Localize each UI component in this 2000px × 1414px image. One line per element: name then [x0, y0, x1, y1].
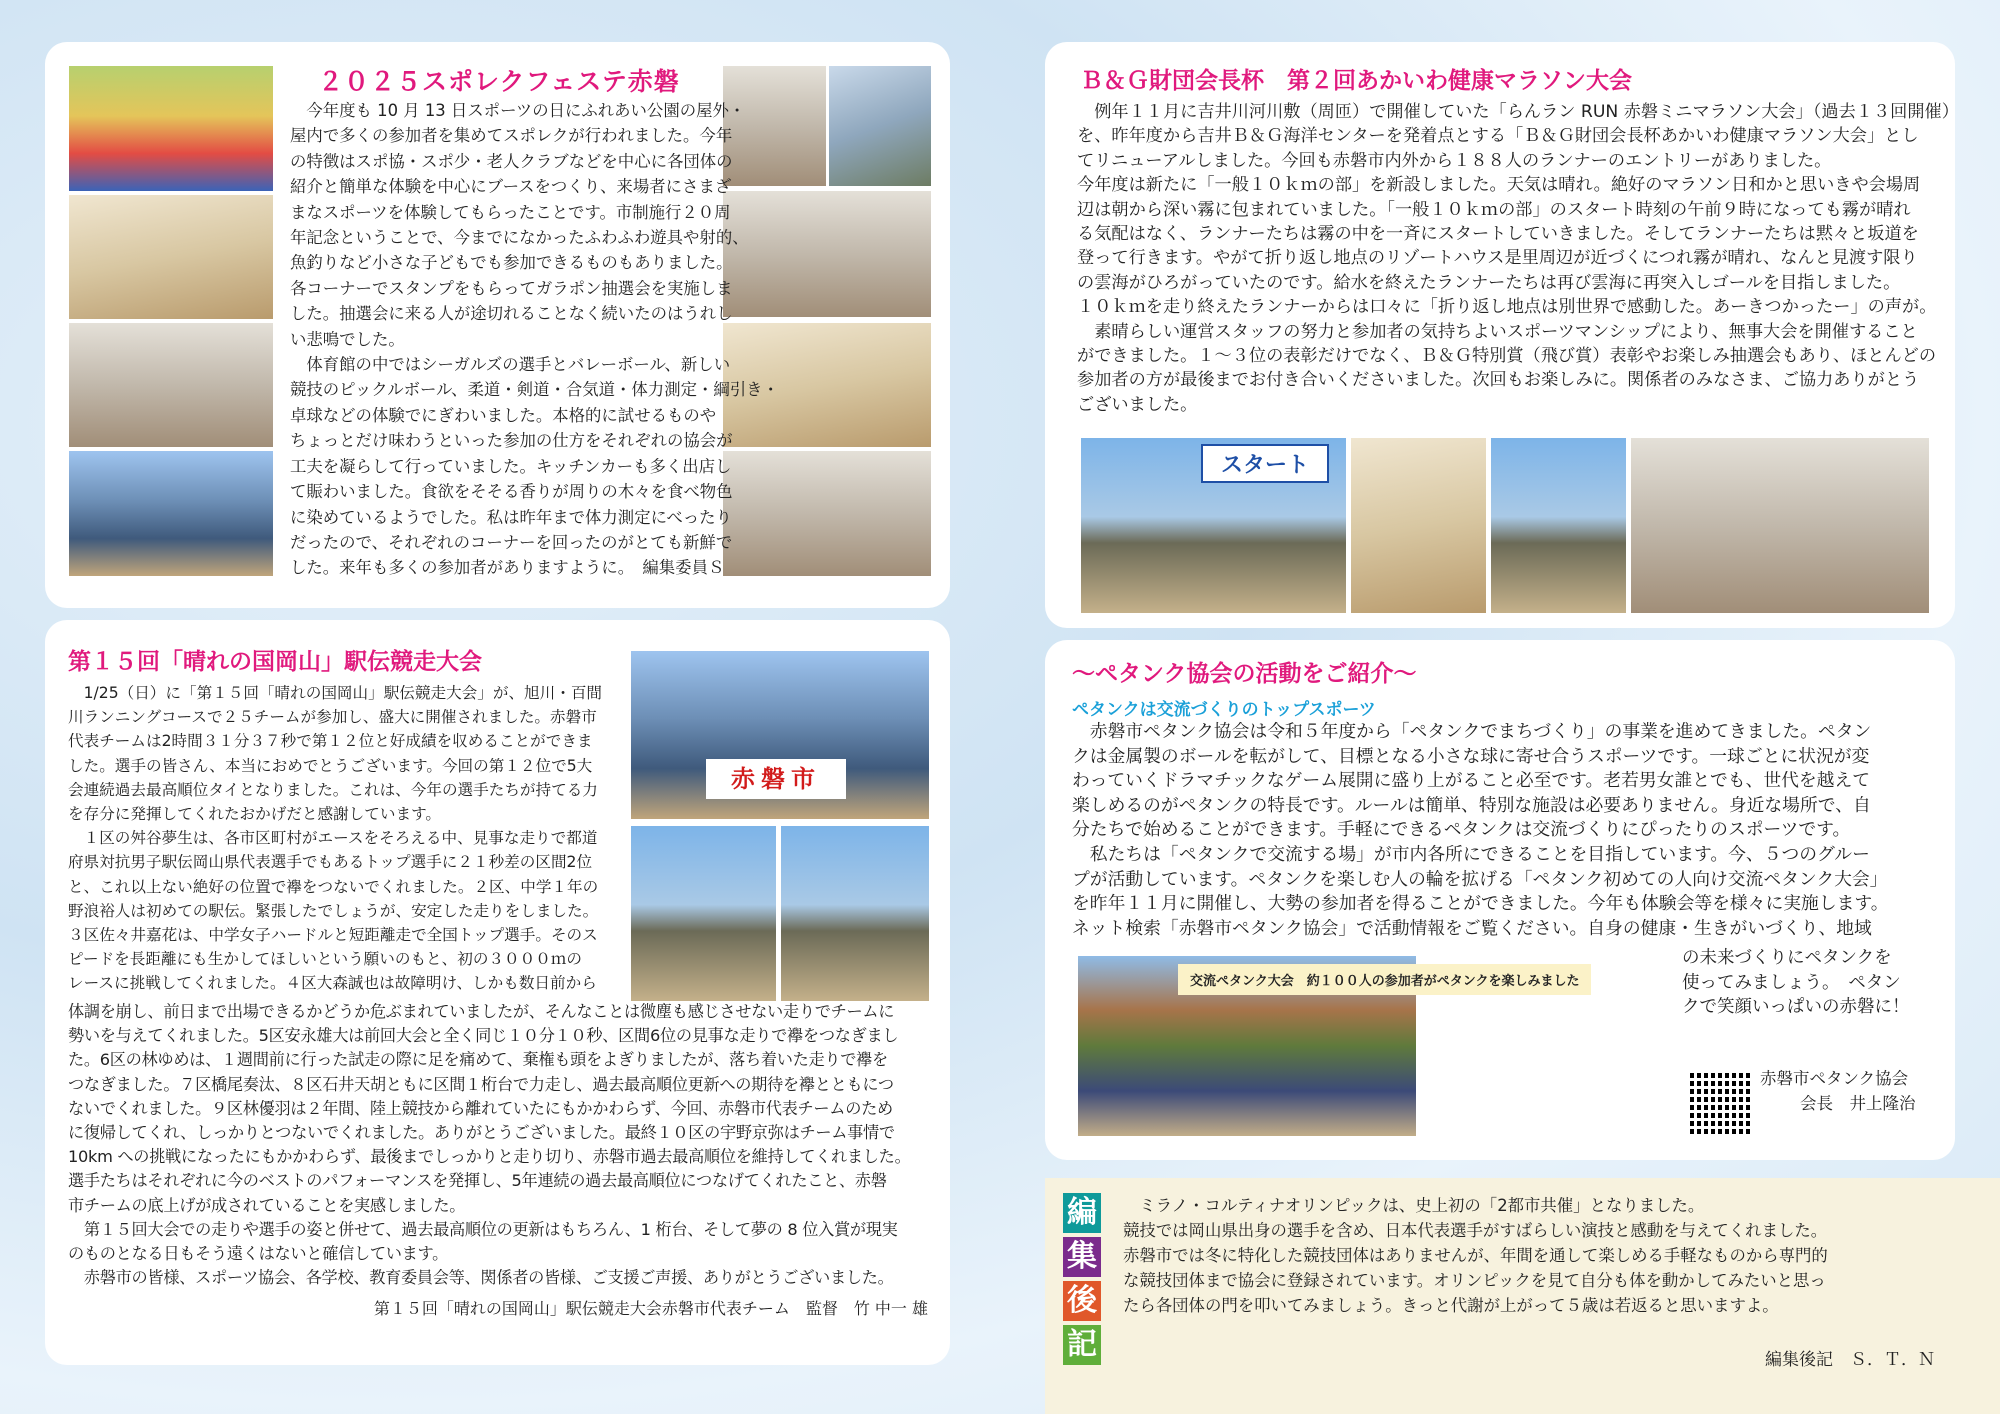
text-line: た。6区の林ゆめは、１週間前に行った試走の際に足を痛めて、棄権も頭をよぎりましたが、落ち着いた走りで襷を [68, 1050, 888, 1070]
text-line: 第１５回大会での走りや選手の姿と併せて、過去最高順位の更新はもちろん、1 桁台、そして夢の 8 位入賞が現実 [68, 1219, 898, 1239]
text-line: 辺は朝から深い霧に包まれていました。「一般１０ｋｍの部」のスタート時刻の午前９時になっても霧が晴れ [1077, 199, 1911, 220]
photo-caption: 交流ペタンク大会 約１００人の参加者がペタンクを楽しみました [1178, 964, 1591, 995]
text-line: ができました。１～３位の表彰だけでなく、Ｂ＆Ｇ特別賞（飛び賞）表彰やお楽しみ抽選会もあり、ほとんどの [1077, 346, 1937, 367]
photo-water-station [1350, 437, 1487, 614]
text-line: 参加者の方が最後までお付き合いくださいました。次回もお楽しみに。関係者のみなさま、ご協力ありがとう [1077, 370, 1920, 391]
text-line: 競技では岡山県出身の選手を含め、日本代表選手がすばらしい演技と感動を与えてくれました。 [1123, 1221, 1828, 1240]
text-line: 卓球などの体験でにぎわいました。本格的に試せるものや [290, 405, 717, 425]
start-banner: スタート [1201, 444, 1329, 483]
text-line: 野浪裕人は初めての駅伝。緊張したでしょうが、安定した走りをしました。 [68, 901, 599, 920]
text-line: のものとなる日もそう遠くはないと確信しています。 [68, 1244, 449, 1264]
text-line: ミラノ・コルティナオリンピックは、史上初の「2都市共催」となりました。 [1123, 1196, 1705, 1215]
ekiden-body-narrow [68, 681, 602, 996]
text-line: ちょっとだけ味わうといった参加の仕方をそれぞれの協会が [290, 431, 733, 451]
text-line: 紹介と簡単な体験を中心にブースをつくり、来場者にさまざ [290, 177, 732, 197]
text-line: １０ｋｍを走り終えたランナーからは口々に「折り返し地点は別世界で感動した。あーきつかったー」の声が。 [1077, 297, 1937, 318]
petanque-side-text [1682, 946, 1910, 1020]
text-line: 各コーナーでスタンプをもらってガラポン抽選会を実施しま [290, 278, 733, 298]
text-line: ネット検索「赤磐市ペタンク協会」で活動情報をご覧ください。自身の健康・生きがいづくり、地域 [1072, 917, 1872, 939]
photo-runner-finish [1630, 437, 1930, 614]
text-line: 代表チームは2時間３１分３７秒で第１２位と好成績を収めることができま [68, 732, 593, 751]
petanque-president: 会長 井上隆治 [1800, 1094, 1916, 1113]
text-line: 1/25（日）に「第１５回「晴れの国岡山」駅伝競走大会」が、旭川・百間 [68, 684, 603, 702]
text-line: 登って行きます。やがて折り返し地点のリゾートハウス是里周辺が近づくにつれ霧が晴れ、なんと見渡す限り [1077, 248, 1918, 269]
text-line: 私たちは「ペタンクで交流する場」が市内各所にできることを目指しています。今、５つのグルー [1072, 843, 1870, 865]
text-line: 府県対抗男子駅伝岡山県代表選手でもあるトップ選手に２１秒差の区間2位 [68, 853, 593, 872]
petanque-subtitle: ペタンクは交流づくりのトップスポーツ [1072, 700, 1376, 720]
photo-fishing-game [68, 322, 274, 448]
text-line: 10km への挑戦になったにもかかわらず、最後までしっかりと走り切り、赤磐市過去最高順位を維持してくれました。 [68, 1147, 911, 1167]
text-line: 会連続過去最高順位タイとなりました。これは、今年の選手たちが持てる力 [68, 780, 598, 799]
text-line: した。選手の皆さん、本当におめでとうございます。今回の第１２位で5大 [68, 756, 593, 775]
akaiwa-banner: 赤磐市 [706, 759, 846, 799]
text-line: した。来年も多くの参加者がありますように。 編集委員Ｓ [290, 558, 725, 578]
petanque-title: ～ペタンク協会の活動をご紹介～ [1072, 661, 1417, 687]
text-line: と、これ以上ない絶好の位置で襷をつないでくれました。２区、中学１年の [68, 877, 599, 896]
ekiden-signature: 第１５回「晴れの国岡山」駅伝競走大会赤磐市代表チーム 監督 竹 中一 雄 [373, 1299, 928, 1318]
text-line: 屋内で多くの参加者を集めてスポレクが行われました。今年 [290, 126, 733, 146]
sporec-body [290, 98, 779, 581]
text-line: 選手たちはそれぞれに今のベストのパフォーマンスを発揮し、5年連続の過去最高順位につなげてくれたこと、赤磐 [68, 1171, 887, 1191]
text-line: 工夫を凝らして行っていました。キッチンカーも多く出店し [290, 456, 732, 476]
text-line: て賑わいました。食欲をそそる香りが周りの木々を食べ物色 [290, 482, 733, 502]
text-line: を存分に発揮してくれたおかげだと感謝しています。 [68, 805, 442, 824]
text-line: つなぎました。７区橋尾奏汰、８区石井天胡ともに区間１桁台で力走し、過去最高順位更新への期待を襷とともにつ [68, 1074, 894, 1094]
text-line: わっていくドラマチックなゲーム展開に盛り上がること必至です。老若男女誰とでも、世代を越えて [1072, 770, 1871, 792]
text-line: の未来づくりにペタンクを [1682, 948, 1892, 968]
editorial-signature: 編集後記 Ｓ．Ｔ．Ｎ [1765, 1350, 1935, 1370]
text-line: 例年１１月に吉井川河川敷（周匝）で開催していた「らんラン RUN 赤磐ミニマラソン大会」（過去１３回開催） [1077, 102, 1959, 122]
text-line: 体調を崩し、前日まで出場できるかどうか危ぶまれていましたが、そんなことは微塵も感じさせない走りでチームに [68, 1002, 895, 1021]
photo-aikido [828, 65, 932, 187]
photo-runners-road [1490, 437, 1627, 614]
editorial-label-char: 後 [1063, 1281, 1101, 1321]
text-line: 分たちで始めることができます。手軽にできるペタンクは交流づくりにぴったりのスポーツです。 [1072, 819, 1851, 841]
photo-gymnasium [68, 450, 274, 577]
text-line: プが活動しています。ペタンクを楽しむ人の輪を拡げる「ペタンク初めての人向け交流ペタンク大会」 [1072, 868, 1888, 890]
ekiden-title: 第１５回「晴れの国岡山」駅伝競走大会 [68, 649, 482, 675]
text-line: ないでくれました。９区林優羽は２年間、陸上競技から離れていたにもかかわらず、今回、赤磐市代表チームのため [68, 1098, 893, 1118]
sporec-title: ２０２５スポレクフェステ赤磐 [318, 67, 680, 96]
text-line: てリニューアルしました。今回も赤磐市内外から１８８人のランナーのエントリーがありました。 [1077, 150, 1832, 171]
text-line: 赤磐市ペタンク協会は令和５年度から「ペタンクでまちづくり」の事業を進めてきました。ペタン [1072, 721, 1872, 742]
marathon-title: Ｂ＆Ｇ財団会長杯 第２回あかいわ健康マラソン大会 [1080, 68, 1632, 94]
text-line: 体育館の中ではシーガルズの選手とバレーボール、新しい [290, 355, 731, 375]
text-line: 赤磐市では冬に特化した競技団体はありませんが、年間を通して楽しめる手軽なものから専門的 [1123, 1246, 1828, 1265]
text-line: 川ランニングコースで２５チームが参加し、盛大に開催されました。赤磐市 [68, 708, 597, 727]
text-line: 魚釣りなど小さな子どもでも参加できるものもありました。 [290, 253, 733, 273]
text-line: 楽しめるのがペタンクの特長です。ルールは簡単、特別な施設は必要ありません。身近な場所で、自 [1072, 794, 1871, 816]
ekiden-body-wide [68, 1000, 910, 1290]
text-line: 赤磐市の皆様、スポーツ協会、各学校、教育委員会等、関係者の皆様、ご支援ご声援、ありがとうございました。 [68, 1268, 894, 1288]
text-line: を昨年１１月に開催し、大勢の参加者を得ることができました。今年も体験会等を様々に実施します。 [1072, 893, 1889, 915]
text-line: 年記念ということで、今までになかったふわふわ遊具や射的、 [290, 228, 749, 248]
text-line: 市チームの底上げが成されていることを実感しました。 [68, 1195, 466, 1215]
text-line: クで笑顔いっぱいの赤磐に！ [1682, 997, 1910, 1018]
petanque-org: 赤磐市ペタンク協会 [1760, 1069, 1909, 1088]
text-line: ございました。 [1077, 394, 1198, 415]
photo-ekiden-team [630, 650, 930, 820]
text-line: の特徴はスポ協・スポ少・老人クラブなどを中心に各団体の [290, 151, 733, 171]
text-line: い悲鳴でした。 [290, 329, 405, 349]
editorial-body [1123, 1193, 1828, 1318]
text-line: な競技団体まで協会に登録されています。オリンピックを見て自分も体を動かしてみたいと思っ [1123, 1271, 1826, 1290]
photo-booth-activity [68, 194, 274, 320]
text-line: たら各団体の門を叩いてみましょう。きっと代謝が上がって５歳は若返ると思いますよ。 [1123, 1296, 1779, 1315]
text-line: 競技のピックルボール、柔道・剣道・合気道・体力測定・綱引き・ [290, 380, 779, 400]
text-line: に染めているようでした。私は昨年まで体力測定にべったり [290, 507, 732, 527]
qr-code-icon[interactable] [1690, 1072, 1750, 1134]
text-line: 今年度も 10 月 13 日スポーツの日にふれあい公園の屋外・ [290, 101, 746, 120]
editorial-label-char: 集 [1063, 1237, 1101, 1277]
photo-bouncy-castle [68, 65, 274, 192]
photo-petanque-group [1077, 955, 1580, 1137]
text-line: の雲海がひろがっていたのです。給水を終えたランナーたちは再び雲海に再突入しゴールを目指しました。 [1077, 272, 1901, 293]
text-line: ３区佐々井嘉花は、中学女子ハードルと短距離走で全国トップ選手。そのス [68, 926, 598, 945]
editorial-label-char: 編 [1063, 1193, 1101, 1233]
photo-marathon-start [1080, 437, 1347, 614]
text-line: を、昨年度から吉井Ｂ＆Ｇ海洋センターを発着点とする「Ｂ＆Ｇ財団会長杯あかいわ健康マラソン大会」とし [1077, 126, 1919, 147]
petanque-body [1072, 720, 1889, 941]
photo-ekiden-runner-2 [780, 825, 930, 1002]
text-line: まなスポーツを体験してもらったことです。市制施行２０周 [290, 202, 731, 222]
text-line: ピードを長距離にも生かしてほしいという願いのもと、初の３０００ｍの [68, 950, 582, 969]
editorial-label-char: 記 [1063, 1325, 1101, 1365]
text-line: る気配はなく、ランナーたちは霧の中を一斉にスタートしていきました。そしてランナーたちは黙々と坂道を [1077, 224, 1919, 245]
marathon-body [1077, 100, 1959, 417]
text-line: に復帰してくれ、しっかりとつないでくれました。ありがとうございました。最終１０区の宇野京弥はチーム事情で [68, 1123, 895, 1143]
text-line: １区の舛谷夢生は、各市区町村がエースをそろえる中、見事な走りで都道 [68, 829, 598, 848]
text-line: した。抽選会に来る人が途切れることなく続いたのはうれし [290, 304, 733, 324]
text-line: クは金属製のボールを転がして、目標となる小さな球に寄せ合うスポーツです。一球ごとに状況が変 [1072, 745, 1870, 767]
text-line: 今年度は新たに「一般１０ｋｍの部」を新設しました。天気は晴れ。絶好のマラソン日和かと思いきや会場周 [1077, 175, 1921, 196]
text-line: 使ってみましょう。 ペタン [1682, 972, 1901, 993]
text-line: レースに挑戦してくれました。４区大森誠也は故障明け、しかも数日前から [68, 974, 597, 993]
text-line: 勢いを与えてくれました。5区安永雄大は前回大会と全く同じ１０分１０秒、区間6位の見事な走りで襷をつなぎまし [68, 1026, 899, 1046]
text-line: 素晴らしい運営スタッフの努力と参加者の気持ちよいスポーツマンシップにより、無事大会を開催すること [1077, 321, 1918, 342]
photo-ekiden-runner-1 [630, 825, 777, 1002]
text-line: だったので、それぞれのコーナーを回ったのがとても新鮮で [290, 532, 733, 552]
